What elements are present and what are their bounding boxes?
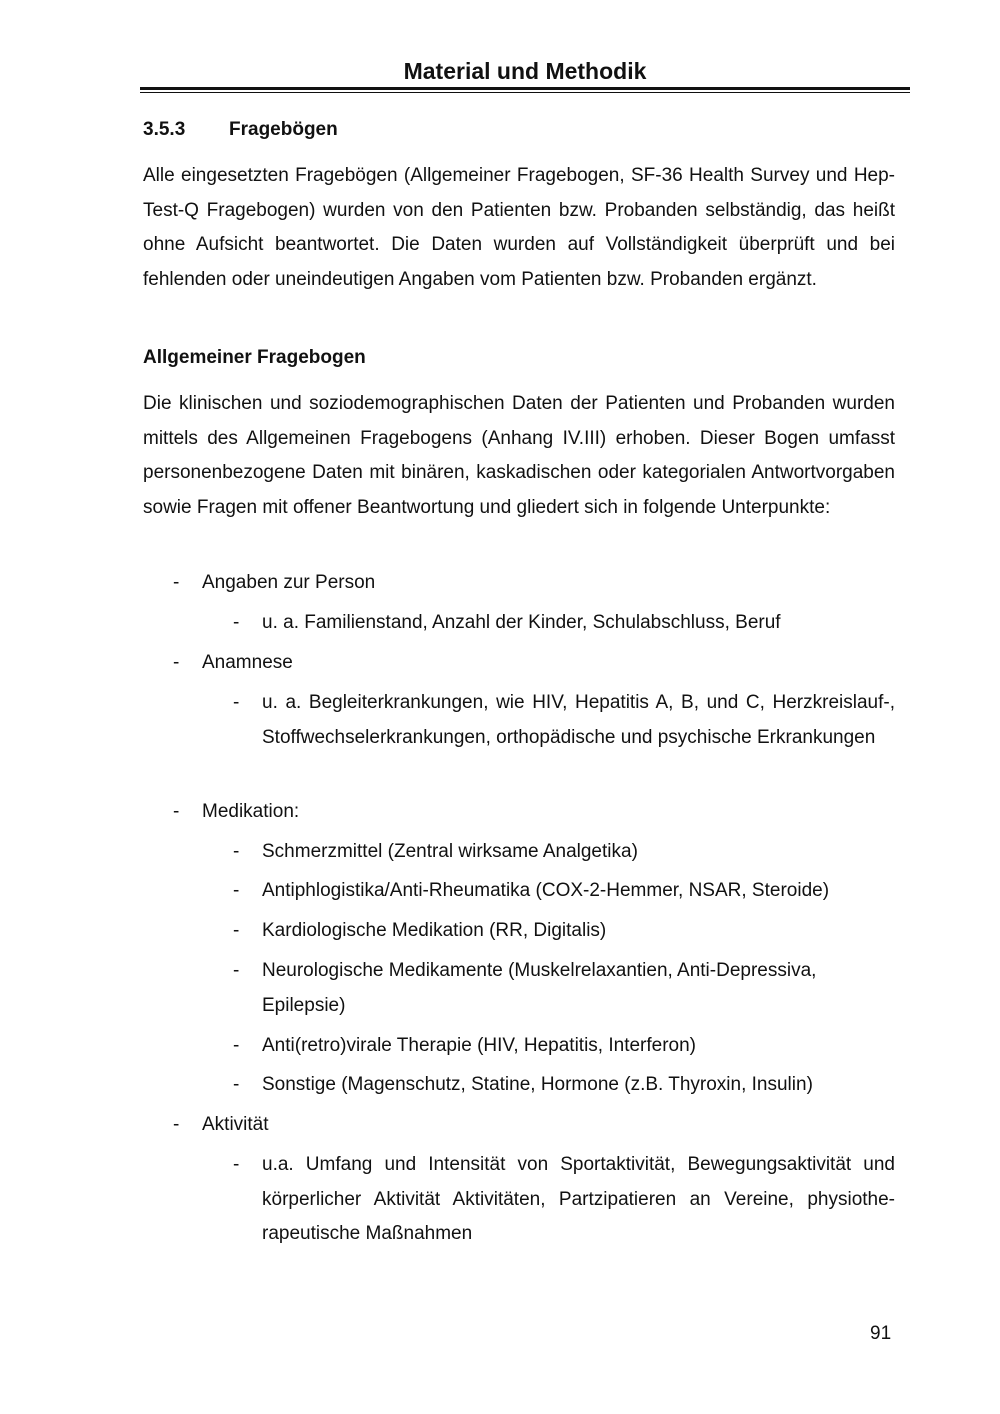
list-item-medikation — [143, 795, 895, 830]
list-dash: - — [233, 1074, 240, 1095]
header-rule-thick — [140, 87, 910, 90]
list-item-aktivitaet — [143, 1108, 895, 1143]
list-dash: - — [173, 572, 180, 593]
sub-item-text: Sonstige (Magenschutz, Statine, Hormone (z.B. Thyroxin, Insulin) — [262, 1074, 813, 1095]
sub-item-text: Antiphlogistika/Anti-Rheumatika (COX-2-Hemmer, NSAR, Steroide) — [262, 880, 830, 901]
sub-item — [203, 874, 895, 909]
list-dash: - — [233, 692, 240, 713]
list-item-anamnese — [143, 646, 895, 681]
list-item-label: Aktivität — [202, 1114, 269, 1135]
subheading: Allgemeiner Fragebogen — [143, 347, 366, 368]
section-heading — [143, 118, 338, 142]
sub-item — [203, 1068, 895, 1103]
running-header-title: Material und Methodik — [403, 58, 647, 84]
list-dash: - — [173, 652, 180, 673]
header-rule-thin — [140, 92, 910, 93]
sub-item — [203, 835, 895, 870]
sub-item — [203, 606, 895, 641]
sub-item-text: u. a. Begleiterkrankungen, wie HIV, Hepatitis A, B, und C, Herzkreislauf-, Stoffwechselerkrankungen, orthopädische und psychische Erkrankungen — [262, 692, 895, 748]
list-dash: - — [233, 1154, 240, 1175]
list-item-label: Medikation: — [202, 801, 300, 822]
sub-item — [203, 1029, 895, 1064]
section-number: 3.5.3 — [143, 119, 186, 140]
list-dash: - — [173, 801, 180, 822]
sub-item-text: Schmerzmittel (Zentral wirksame Analgetika) — [262, 841, 638, 862]
list-dash: - — [233, 841, 240, 862]
sub-item — [203, 914, 895, 949]
general-paragraph: Die klinischen und soziodemographischen Daten der Patienten und Probanden wurden mittels des Allgemeinen Fragebogens (Anhang IV.III) erhoben. Dieser Bogen umfasst personenbezogene Daten mit binären, kaskadischen oder kategorialen Antwortvorgaben sowie Fragen mit offener Beantwortung und gliedert sich in folgende Unterpunkte: — [143, 393, 895, 518]
list-dash: - — [233, 612, 240, 633]
list-item-person — [143, 566, 895, 601]
list-item-label: Angaben zur Person — [202, 572, 376, 593]
sub-item — [203, 1148, 895, 1252]
list-dash: - — [233, 1035, 240, 1056]
list-dash: - — [173, 1114, 180, 1135]
page-number: 91 — [870, 1323, 892, 1344]
sub-item-text: Anti(retro)virale Therapie (HIV, Hepatitis, Interferon) — [262, 1035, 697, 1056]
list-dash: - — [233, 880, 240, 901]
list-dash: - — [233, 960, 240, 981]
list-item-label: Anamnese — [202, 652, 293, 673]
intro-paragraph: Alle eingesetzten Fragebögen (Allgemeiner Fragebogen, SF-36 Health Survey und Hep-Test-Q Fragebogen) wurden von den Patienten bzw. Probanden selbständig, das heißt ohne Aufsicht beantwortet. Die Daten wurden auf Vollständigkeit überprüft und bei fehlenden oder uneindeutigen Angaben vom Patienten bzw. Probanden ergänzt. — [143, 165, 895, 290]
sub-item-text: u.a. Umfang und Intensität von Sportaktivität, Bewegungsaktivität und körperlicher Aktivität Aktivitäten, Partzipatieren an Vereine, physiotherapeutische Maßnahmen — [262, 1154, 895, 1245]
sub-item — [203, 954, 895, 1023]
sub-item-text: u. a. Familienstand, Anzahl der Kinder, Schulabschluss, Beruf — [262, 612, 781, 633]
section-title: Fragebögen — [229, 119, 338, 140]
sub-item-text: Kardiologische Medikation (RR, Digitalis) — [262, 920, 607, 941]
list-dash: - — [233, 920, 240, 941]
sub-item-text: Neurologische Medikamente (Muskelrelaxantien, Anti-Depressiva, Epilepsie) — [262, 960, 817, 1016]
sub-item — [203, 686, 895, 755]
